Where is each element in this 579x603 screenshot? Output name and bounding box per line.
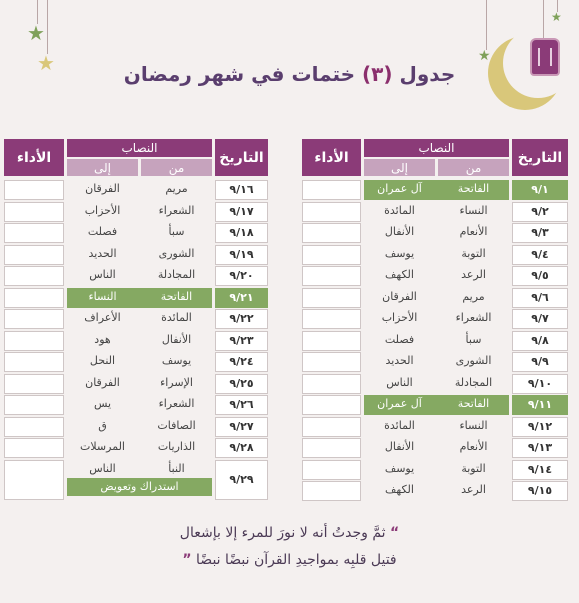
date-cell: ٩/١٢ (512, 417, 568, 437)
to-cell: الأنفال (384, 440, 415, 453)
performance-checkbox[interactable] (4, 438, 64, 458)
table-row (0, 460, 579, 486)
table-row (0, 223, 579, 243)
from-cell: الفاتحة (160, 289, 193, 303)
date-cell: ٩/١٥ (512, 481, 568, 501)
performance-checkbox[interactable] (4, 417, 64, 437)
from-cell: سبأ (465, 332, 482, 346)
hanging-string (486, 0, 487, 50)
table-row (0, 417, 579, 437)
from-cell: الشورى (455, 354, 492, 367)
from-cell: النساء (459, 203, 488, 217)
from-cell: المجادلة (157, 268, 196, 281)
to-cell: فصلت (87, 225, 118, 238)
date-cell: ٩/٢٤ (215, 352, 268, 372)
date-cell: ٩/٢٢ (215, 309, 268, 329)
to-cell: الناس (89, 461, 116, 475)
from-cell: الأنفال (161, 332, 192, 346)
performance-checkbox[interactable] (4, 202, 64, 222)
header-performance: الأداء (4, 139, 64, 176)
from-cell: الذاريات (157, 440, 196, 453)
quote-line-2: فتيل قلبِه بمواجيدِ القرآن نبضًا نبضًا ” (182, 552, 397, 568)
table-row (0, 202, 579, 222)
date-cell: ٩/٢٩ (215, 460, 268, 500)
to-cell: الناس (89, 268, 116, 281)
from-cell: النبأ (168, 461, 185, 475)
hanging-string (543, 0, 544, 38)
performance-checkbox[interactable] (4, 331, 64, 351)
to-cell: الحديد (385, 354, 414, 367)
table-row (0, 266, 579, 286)
from-cell: الصافات (157, 418, 196, 432)
table-row (0, 309, 579, 329)
from-cell: الشعراء (158, 203, 195, 217)
to-cell: الأعراف (84, 311, 121, 324)
from-cell: الأنعام (459, 440, 488, 453)
header-to: إلى (364, 159, 435, 176)
to-cell: آل عمران (377, 397, 422, 410)
performance-checkbox[interactable] (4, 460, 64, 500)
table-row (0, 331, 579, 351)
to-cell: الكهف (385, 268, 414, 281)
to-cell: يوسف (384, 461, 415, 475)
to-cell: الفرقان (85, 375, 120, 389)
date-cell: ٩/١٩ (215, 245, 268, 265)
from-cell: المجادلة (454, 375, 493, 389)
header-nisab: النصاب (364, 139, 509, 157)
date-cell: ٩/٤ (512, 245, 568, 265)
to-cell: النحل (89, 354, 116, 367)
to-cell: الأحزاب (381, 311, 418, 324)
star-icon: ★ (27, 21, 45, 45)
from-cell: مريم (165, 182, 188, 195)
to-cell: آل عمران (377, 182, 422, 195)
quote-line-1: “ ثمَّ وجدتُ أنه لا نورَ للمرء إلا بإشعال (179, 525, 400, 541)
performance-checkbox[interactable] (4, 245, 64, 265)
from-cell: الأنعام (459, 225, 488, 238)
from-cell: الشورى (158, 246, 195, 260)
date-cell: ٩/٨ (512, 331, 568, 351)
table-row (0, 374, 579, 394)
performance-checkbox[interactable] (302, 481, 361, 501)
table-row (0, 395, 579, 415)
page-title: جدول (٣) ختمات في شهر رمضان (123, 62, 456, 86)
to-cell: النساء (88, 289, 117, 303)
date-cell: ٩/٢٦ (215, 395, 268, 415)
to-cell: المائدة (384, 418, 415, 432)
from-cell: التوبة (461, 461, 486, 475)
from-cell: الشعراء (455, 311, 492, 324)
table-row (0, 288, 579, 308)
date-cell: ٩/٣ (512, 223, 568, 243)
date-cell: ٩/٦ (512, 288, 568, 308)
star-icon: ★ (37, 51, 55, 75)
star-icon: ★ (551, 10, 562, 24)
date-cell: ٩/٢١ (215, 288, 268, 308)
performance-checkbox[interactable] (4, 352, 64, 372)
performance-checkbox[interactable] (4, 374, 64, 394)
date-cell: ٩/٥ (512, 266, 568, 286)
date-cell: ٩/١٨ (215, 223, 268, 243)
to-cell: الأنفال (384, 225, 415, 238)
performance-checkbox[interactable] (4, 223, 64, 243)
header-nisab: النصاب (67, 139, 212, 157)
date-cell: ٩/١ (512, 180, 568, 200)
date-cell: ٩/١٣ (512, 438, 568, 458)
date-cell: ٩/١٠ (512, 374, 568, 394)
to-cell: الناس (386, 375, 413, 389)
to-cell: الفرقان (85, 182, 120, 195)
performance-checkbox[interactable] (4, 288, 64, 308)
date-cell: ٩/٩ (512, 352, 568, 372)
from-cell: النساء (459, 418, 488, 432)
to-cell: الحديد (88, 246, 117, 260)
header-date: التاريخ (512, 139, 568, 176)
to-cell: ق (98, 418, 107, 432)
date-cell: ٩/٢٨ (215, 438, 268, 458)
date-cell: ٩/٢٥ (215, 374, 268, 394)
from-cell: الرعد (461, 268, 486, 281)
from-cell: الفاتحة (457, 182, 490, 195)
header-from: من (141, 159, 212, 176)
table-row (0, 352, 579, 372)
from-cell: الرعد (461, 483, 486, 496)
date-cell: ٩/٢ (512, 202, 568, 222)
compensation-label: استدراك وتعويض (67, 478, 212, 496)
date-cell: ٩/٧ (512, 309, 568, 329)
from-cell: الشعراء (158, 397, 195, 410)
performance-checkbox[interactable] (4, 309, 64, 329)
star-icon: ★ (478, 48, 491, 64)
date-cell: ٩/٢٧ (215, 417, 268, 437)
to-cell: المائدة (384, 203, 415, 217)
performance-checkbox[interactable] (4, 266, 64, 286)
from-cell: سبأ (168, 225, 185, 238)
to-cell: فصلت (384, 332, 415, 346)
to-cell: الكهف (385, 483, 414, 496)
to-cell: هود (94, 332, 111, 346)
table-row (0, 438, 579, 458)
performance-checkbox[interactable] (4, 395, 64, 415)
to-cell: يس (93, 397, 112, 410)
to-cell: المرسلات (80, 440, 125, 453)
performance-checkbox[interactable] (4, 180, 64, 200)
to-cell: يوسف (384, 246, 415, 260)
date-cell: ٩/١١ (512, 395, 568, 415)
from-cell: يوسف (161, 354, 192, 367)
date-cell: ٩/١٧ (215, 202, 268, 222)
to-cell: الأحزاب (84, 203, 121, 217)
header-to: إلى (67, 159, 138, 176)
table-row (0, 180, 579, 200)
header-from: من (438, 159, 509, 176)
from-cell: مريم (462, 289, 485, 303)
header-performance: الأداء (302, 139, 361, 176)
from-cell: المائدة (161, 311, 192, 324)
date-cell: ٩/٢٠ (215, 266, 268, 286)
hanging-string (47, 0, 48, 54)
to-cell: الفرقان (382, 289, 417, 303)
date-cell: ٩/٢٣ (215, 331, 268, 351)
header-date: التاريخ (215, 139, 268, 176)
from-cell: الإسراء (160, 375, 193, 389)
table-row (0, 245, 579, 265)
date-cell: ٩/١٦ (215, 180, 268, 200)
from-cell: الفاتحة (457, 397, 490, 410)
date-cell: ٩/١٤ (512, 460, 568, 480)
from-cell: التوبة (461, 246, 486, 260)
